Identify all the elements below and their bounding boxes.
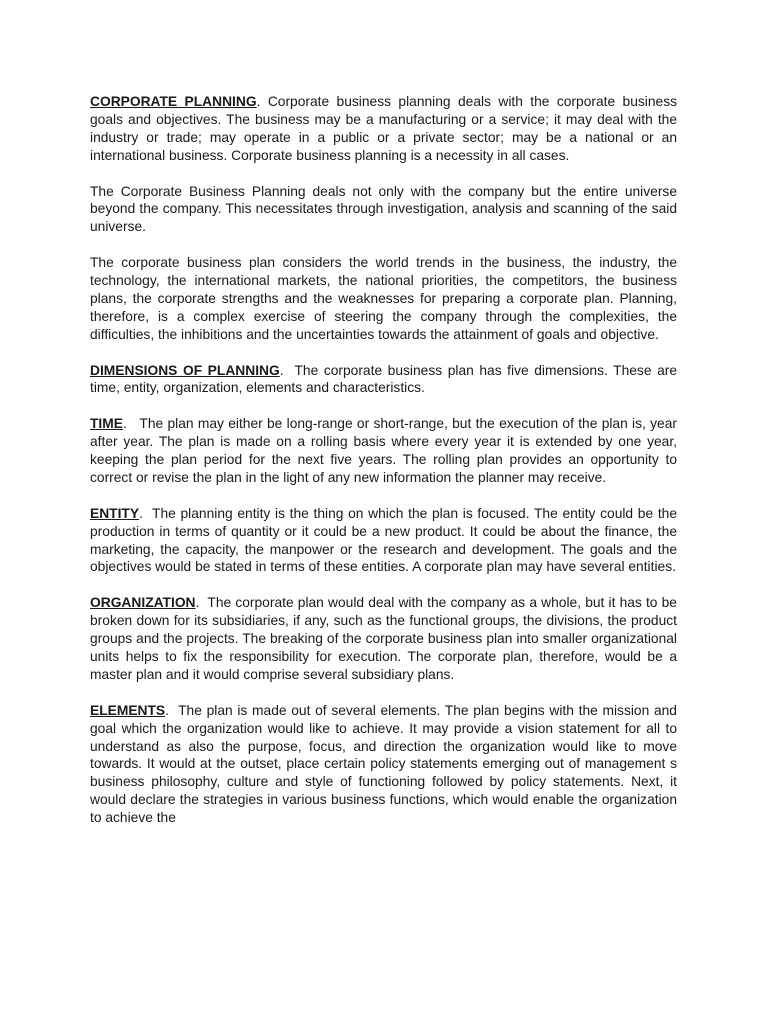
heading-separator: . xyxy=(139,505,153,521)
heading-separator: . xyxy=(122,416,140,432)
paragraph-elements xyxy=(90,702,677,827)
heading-separator: . xyxy=(256,94,268,109)
paragraph-dimensions xyxy=(90,362,677,398)
heading-time: TIME xyxy=(90,416,123,432)
paragraph-text: The plan is made out of several elements. The plan begins with the mission and goal which the organization would like to achieve. It may provide a vision statement for all to understand as also the purpose, focus, and direction the organization would like to move towards. It would at the outset, place certain policy statements emerging out of management s business philosophy, culture and style of functioning followed by policy statements. Next, it would declare the strategies in various business functions, which would enable the organization to achieve the xyxy=(90,702,677,826)
paragraph-universe xyxy=(90,183,677,237)
paragraph-world-trends xyxy=(90,254,677,344)
document-body xyxy=(90,93,677,845)
paragraph-corporate-planning xyxy=(90,93,677,165)
heading-dimensions-of-planning: DIMENSIONS OF PLANNING xyxy=(90,362,280,378)
paragraph-text: The plan may either be long-range or short-range, but the execution of the plan is, year after year. The plan is made on a rolling basis where every year it is extended by one year, keeping the plan period for the next five years. The rolling plan provides an opportunity to correct or revise the plan in the light of any new information the planner may receive. xyxy=(90,416,677,485)
paragraph-text: The corporate business plan considers the world trends in the business, the industry, the technology, the international markets, the national priorities, the competitors, the business plans, the corporate strengths and the weaknesses for preparing a corporate plan. Planning, therefore, is a complex exercise of steering the company through the complexities, the difficulties, the inhibitions and the uncertainties towards the attainment of goals and objective. xyxy=(90,255,677,342)
heading-corporate-planning: CORPORATE PLANNING xyxy=(90,94,257,109)
paragraph-entity xyxy=(90,505,677,577)
heading-separator: . xyxy=(195,595,208,611)
heading-separator: . xyxy=(279,362,295,378)
heading-organization: ORGANIZATION xyxy=(90,595,196,611)
heading-entity: ENTITY xyxy=(90,505,140,521)
heading-separator: . xyxy=(165,702,179,718)
paragraph-text: The corporate plan would deal with the company as a whole, but it has to be broken down for its subsidiaries, if any, such as the functional groups, the divisions, the product groups and the projects. The breaking of the corporate business plan into smaller organizational units helps to fix the responsibility for execution. The corporate plan, therefore, would be a master plan and it would comprise several subsidiary plans. xyxy=(90,595,677,682)
paragraph-text: The Corporate Business Planning deals not only with the company but the entire universe beyond the company. This necessitates through investigation, analysis and scanning of the said universe. xyxy=(90,183,677,235)
heading-elements: ELEMENTS xyxy=(90,702,166,718)
paragraph-organization xyxy=(90,594,677,684)
paragraph-text: Corporate business planning deals with the corporate business goals and objectives. The business may be a manufacturing or a service; it may deal with the industry or trade; may operate in a public or a private sector; may be a national or an international business. Corporate business planning is a necessity in all cases. xyxy=(90,94,677,163)
paragraph-time xyxy=(90,415,677,487)
paragraph-text: The corporate business plan has five dimensions. These are time, entity, organization, elements and characteristics. xyxy=(90,362,678,396)
paragraph-text: The planning entity is the thing on which the plan is focused. The entity could be the production in terms of quantity or it could be a new product. It could be about the finance, the marketing, the capacity, the manpower or the research and development. The goals and the objectives would be stated in terms of these entities. A corporate plan may have several entities. xyxy=(90,505,677,575)
